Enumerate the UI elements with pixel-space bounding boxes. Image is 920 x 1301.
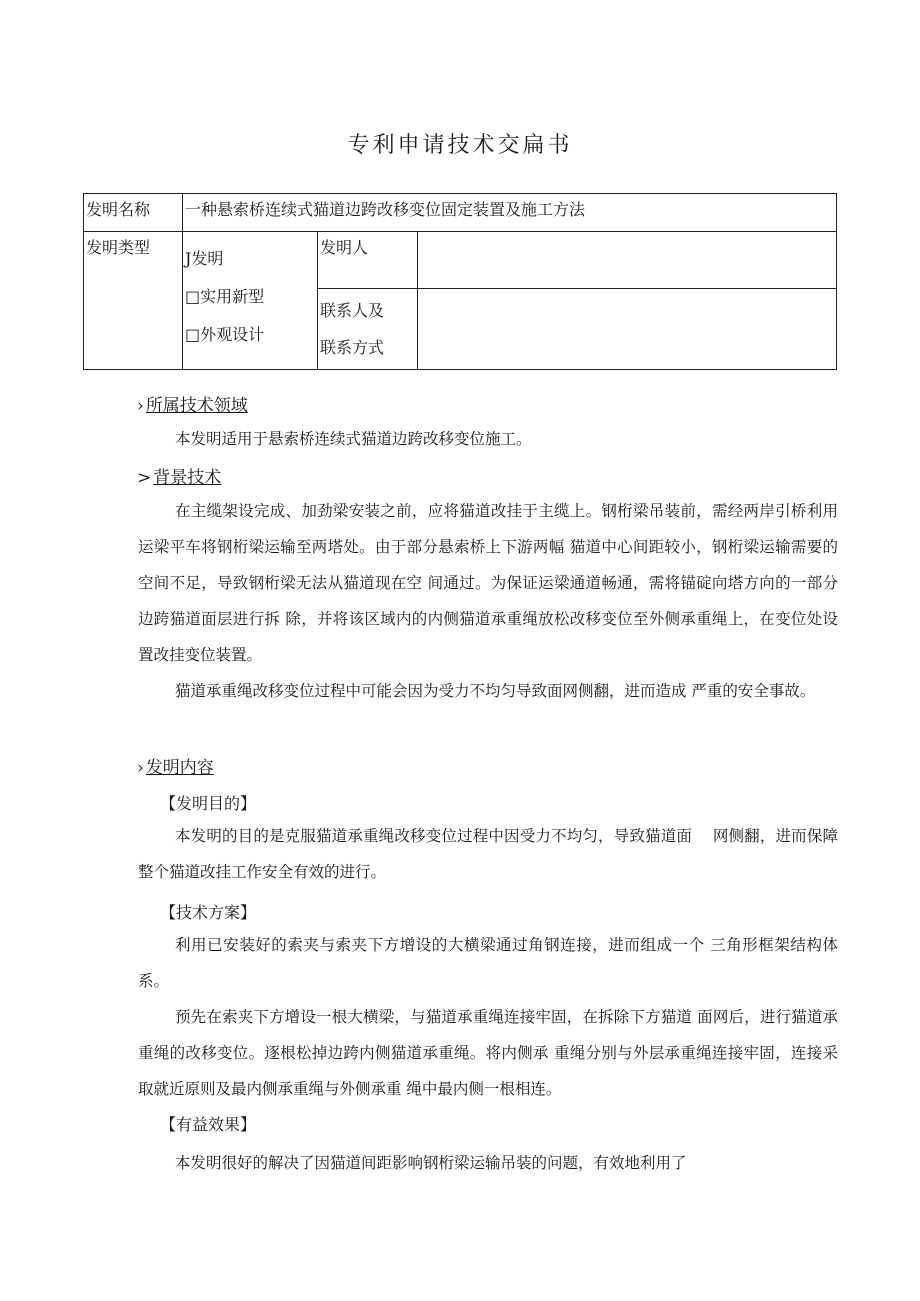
type-option-invention: J发明	[185, 249, 224, 268]
contact-label	[318, 289, 418, 370]
invention-type-label: 发明类型	[84, 232, 183, 370]
background-paragraph-2: 猫道承重绳改移变位过程中可能会因为受力不均匀导致面网侧翻，进而造成 严重的安全事故。	[175, 682, 816, 700]
inventor-label: 发明人	[318, 232, 418, 289]
contact-value	[418, 289, 837, 370]
scheme-paragraph-2: 预先在索夹下方增设一根大横梁，与猫道承重绳连接牢固，在拆除下方猫道 面网后，进行猫道承重绳的改移变位。逐根松掉边跨内侧猫道承重绳。将内侧承 重绳分别与外层承重绳连接牢固，连接采取就近原则及最内侧承重绳与外侧承重 绳中最内侧一根相连。	[138, 1008, 838, 1098]
scheme-paragraph-1: 利用已安装好的索夹与索夹下方增设的大横梁通过角钢连接，进而组成一个 三角形框架结构体系。	[138, 936, 838, 990]
section-heading: 发明内容	[145, 758, 214, 778]
invention-name-value: 一种悬索桥连续式猫道边跨改移变位固定装置及施工方法	[183, 194, 837, 232]
contact-label-line1: 联系人及	[320, 301, 385, 320]
purpose-heading: 【发明目的】	[160, 794, 257, 813]
section-invention-content	[137, 753, 214, 778]
invention-name-label: 发明名称	[84, 194, 183, 232]
inventor-value	[418, 232, 837, 289]
section-marker: >	[137, 468, 152, 488]
scheme-heading: 【技术方案】	[160, 903, 257, 922]
effect-heading: 【有益效果】	[160, 1115, 257, 1134]
invention-info-table	[83, 193, 837, 370]
background-paragraph-1: 在主缆架设完成、加劲梁安装之前，应将猫道改挂于主缆上。钢桁梁吊装前，需经两岸引桥利用运梁平车将钢桁梁运输至两塔处。由于部分悬索桥上下游两幅 猫道中心间距较小，钢桁梁运输需要的空间不足，导致钢桁梁无法从猫道现在空 间通过。为保证运梁通道畅通，需将锚碇向塔方向的一部分边跨猫道面层进行拆 除，并将该区域内的内侧猫道承重绳放松改移变位至外侧承重绳上，在变位处设 置改挂变位装置。	[138, 502, 838, 664]
type-option-utility-model: □实用新型	[185, 287, 265, 306]
section-marker: ›	[137, 758, 144, 778]
invention-type-options	[183, 232, 318, 370]
section-technical-field	[137, 391, 248, 416]
section-marker: ›	[137, 396, 144, 416]
section-background	[137, 463, 221, 488]
contact-label-line2: 联系方式	[320, 338, 385, 357]
type-option-design: □外观设计	[185, 325, 265, 344]
page-title: 专利申请技术交扁书	[347, 133, 573, 158]
technical-field-text: 本发明适用于悬索桥连续式猫道边跨改移变位施工。	[175, 430, 532, 448]
section-heading: 所属技术领域	[145, 396, 248, 416]
effect-text: 本发明很好的解决了因猫道间距影响钢桁梁运输吊装的问题，有效地利用了	[175, 1154, 687, 1172]
section-heading: 背景技术	[153, 468, 222, 488]
purpose-text: 本发明的目的是克服猫道承重绳改移变位过程中因受力不均匀，导致猫道面 网侧翻，进而保障整个猫道改挂工作安全有效的进行。	[138, 827, 838, 881]
